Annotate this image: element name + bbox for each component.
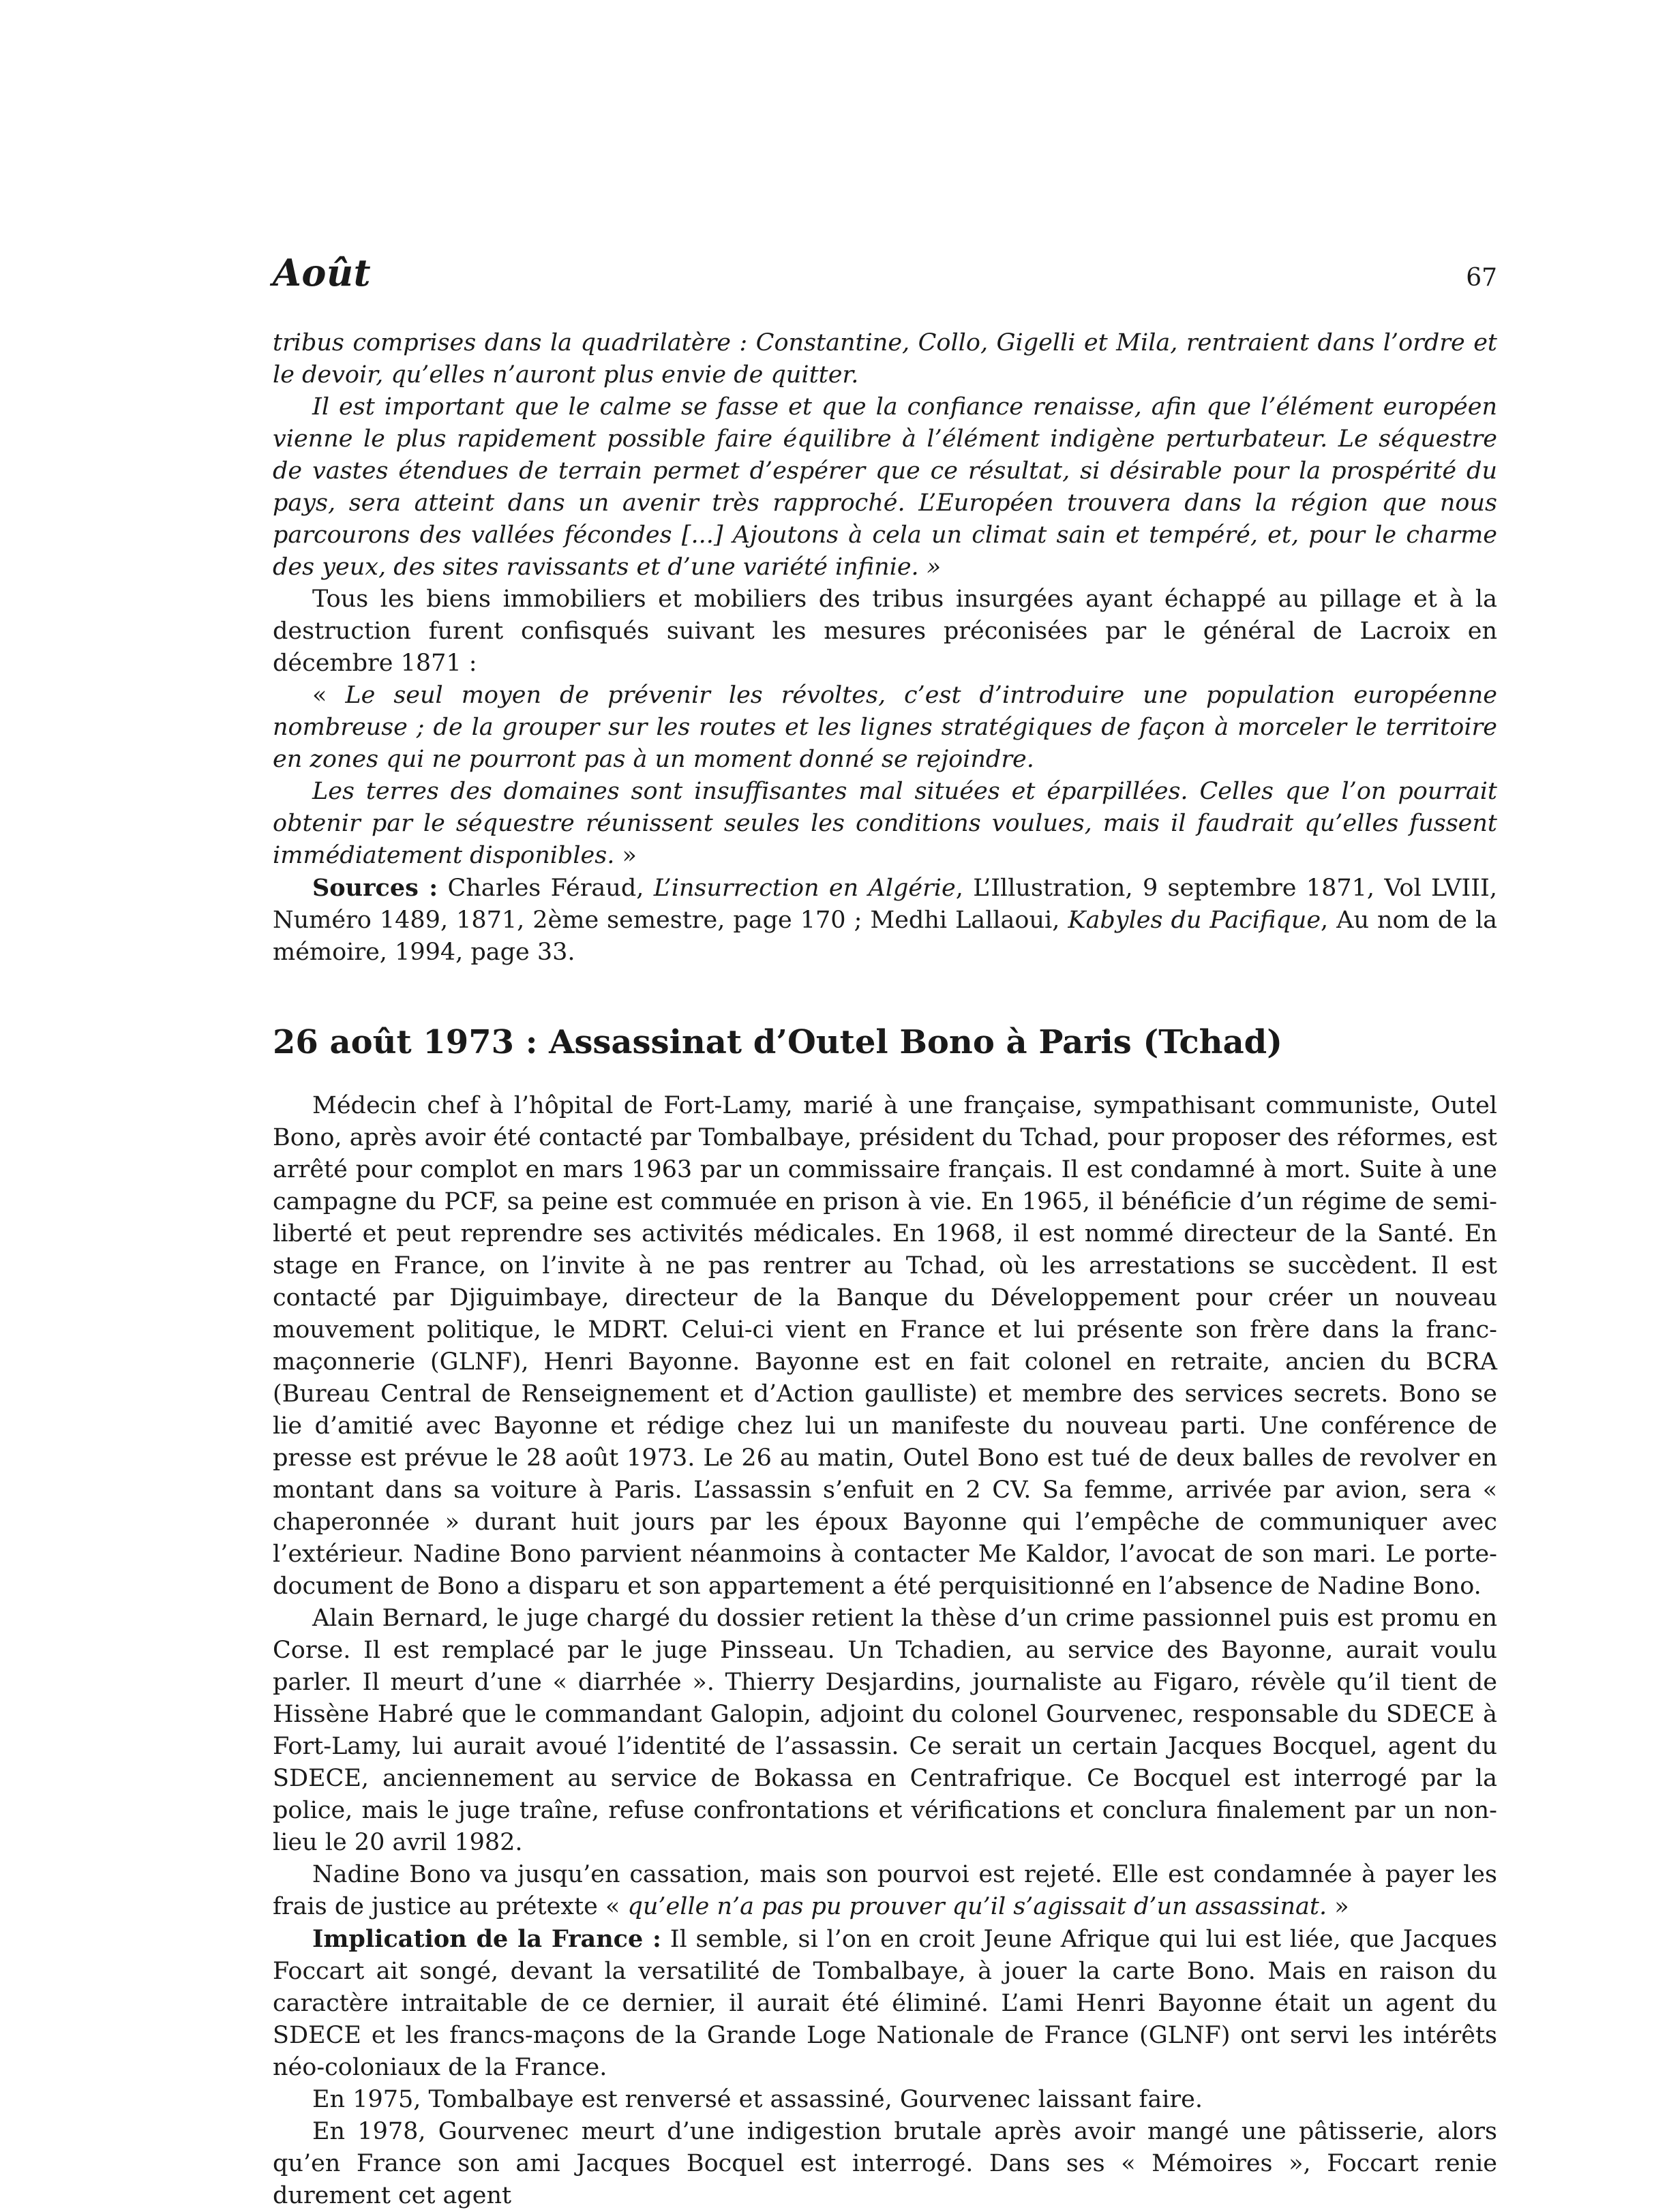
running-header	[273, 251, 1497, 300]
quote-text: Le seul moyen de prévenir les révoltes, c’est d’introduire une population européenne nombreuse ; de la grouper sur les routes et les lignes stratégiques de façon à morceler le territoire en zones qui ne pourront pas à un moment donné se rejoindre.	[273, 682, 1498, 773]
implication-label: Implication de la France :	[312, 1925, 661, 1953]
quote-open-mark: «	[312, 682, 346, 709]
body-paragraph: Tous les biens immobiliers et mobiliers des tribus insurgées ayant échappé au pillage et à la destruction furent confisqués suivant les mesures préconisées par le général de Lacroix en décembre 1871 :	[273, 586, 1497, 677]
body-paragraph: En 1975, Tombalbaye est renversé et assassiné, Gourvenec laissant faire.	[312, 2086, 1203, 2113]
quote-paragraph	[273, 776, 1497, 872]
quote-close-mark: »	[614, 842, 637, 869]
quote-paragraph: Il est important que le calme se fasse et que la confiance renaisse, afin que l’élément européen vienne le plus rapidement possible faire équilibre à l’élément indigène perturbateur. Le séquestre de vastes étendues de terrain permet d’espérer que ce résultat, si désirable pour la prospérité du pays, sera atteint dans un avenir très rapproché. L’Européen trouvera dans la région que nous parcourons des vallées fécondes [...] Ajoutons à cela un climat sain et tempéré, et, pour le charme des yeux, des sites ravissants et d’une variété infinie. »	[273, 393, 1497, 581]
sources-title: L’insurrection en Algérie	[653, 875, 956, 902]
sources-text: , L’Illustration, 9 septembre 1871, Vol LVIII, Numéro 1489, 1871, 2ème semestre, page 170 ; Medhi Lallaoui,	[273, 875, 1497, 934]
quote-close-mark: »	[1327, 1893, 1349, 1920]
body-paragraph	[273, 1859, 1497, 1923]
body-paragraph: Alain Bernard, le juge chargé du dossier retient la thèse d’un crime passionnel puis est promu en Corse. Il est remplacé par le juge Pinsseau. Un Tchadien, au service des Bayonne, aurait voulu parler. Il meurt d’une « diarrhée ». Thierry Desjardins, journaliste au Figaro, révèle qu’il tient de Hissène Habré que le commandant Galopin, adjoint du colonel Gourvenec, responsable du SDECE à Fort-Lamy, lui aurait avoué l’identité de l’assassin. Ce serait un certain Jacques Bocquel, agent du SDECE, anciennement au service de Bokassa en Centrafrique. Ce Bocquel est interrogé par la police, mais le juge traîne, refuse confrontations et vérifications et conclura finalement par un non-lieu le 20 avril 1982.	[273, 1605, 1497, 1856]
quote-paragraph: tribus comprises dans la quadrilatère : Constantine, Collo, Gigelli et Mila, rentraient dans l’ordre et le devoir, qu’elles n’auront plus envie de quitter.	[273, 329, 1497, 389]
page-number: 67	[1466, 264, 1497, 292]
quote-paragraph	[273, 680, 1497, 776]
body-paragraph: Médecin chef à l’hôpital de Fort-Lamy, marié à une française, sympathisant communiste, Outel Bono, après avoir été contacté par Tombalbaye, président du Tchad, pour proposer des réformes, est arrêté pour complot en mars 1963 par un commissaire français. Il est condamné à mort. Suite à une campagne du PCF, sa peine est commuée en prison à vie. En 1965, il bénéficie d’un régime de semi-liberté et peut reprendre ses activités médicales. En 1968, il est nommé directeur de la Santé. En stage en France, on l’invite à ne pas rentrer au Tchad, où les arrestations se succèdent. Il est contacté par Djiguimbaye, directeur de la Banque du Développement pour créer un nouveau mouvement politique, le MDRT. Celui-ci vient en France et lui présente son frère dans la franc-maçonnerie (GLNF), Henri Bayonne. Bayonne est en fait colonel en retraite, ancien du BCRA (Bureau Central de Renseignement et d’Action gaulliste) et membre des services secrets. Bono se lie d’amitié avec Bayonne et rédige chez lui un manifeste du nouveau parti. Une conférence de presse est prévue le 28 août 1973. Le 26 au matin, Outel Bono est tué de deux balles de revolver en montant dans sa voiture à Paris. L’assassin s’enfuit en 2 CV. Sa femme, arrivée par avion, sera « chaperonnée » durant huit jours par les époux Bayonne qui l’empêche de communiquer avec l’extérieur. Nadine Bono parvient néanmoins à contacter Me Kaldor, l’avocat de son mari. Le porte-document de Bono a disparu et son appartement a été perquisitionné en l’absence de Nadine Bono.	[273, 1092, 1497, 1600]
body-paragraph: En 1978, Gourvenec meurt d’une indigestion brutale après avoir mangé une pâtisserie, alors qu’en France son ami Jacques Bocquel est interrogé. Dans ses « Mémoires », Foccart renie durement cet agent	[273, 2118, 1497, 2209]
sources-paragraph	[273, 872, 1497, 969]
body-text: Nadine Bono va jusqu’en cassation, mais son pourvoi est rejeté. Elle est condamnée à payer les frais de justice au prétexte «	[273, 1861, 1497, 1920]
quoted-text: qu’elle n’a pas pu prouver qu’il s’agissait d’un assassinat.	[627, 1893, 1327, 1920]
chapter-title: Août	[273, 251, 372, 294]
section-heading: 26 août 1973 : Assassinat d’Outel Bono à Paris (Tchad)	[273, 1023, 1282, 1061]
sources-text: Charles Féraud,	[438, 875, 654, 902]
sources-label: Sources :	[312, 874, 438, 902]
page	[273, 251, 1497, 2212]
body-text: Il semble, si l’on en croit Jeune Afrique qui lui est liée, que Jacques Foccart ait songé, devant la versatilité de Tombalbaye, à jouer la carte Bono. Mais en raison du caractère intraitable de ce dernier, il aurait été éliminé. L’ami Henri Bayonne était un agent du SDECE et les francs-maçons de la Grande Loge Nationale de France (GLNF) ont servi les intérêts néo-coloniaux de la France.	[273, 1926, 1497, 2081]
quote-text: Les terres des domaines sont insuffisantes mal situées et éparpillées. Celles que l’on pourrait obtenir par le séquestre réunissent seules les conditions voulues, mais il faudrait qu’elles fussent immédiatement disponibles.	[273, 778, 1497, 869]
implication-paragraph	[273, 1923, 1497, 2084]
sources-title: Kabyles du Pacifique	[1068, 907, 1321, 934]
sources-text: , Au nom de la mémoire, 1994, page 33.	[273, 907, 1497, 966]
